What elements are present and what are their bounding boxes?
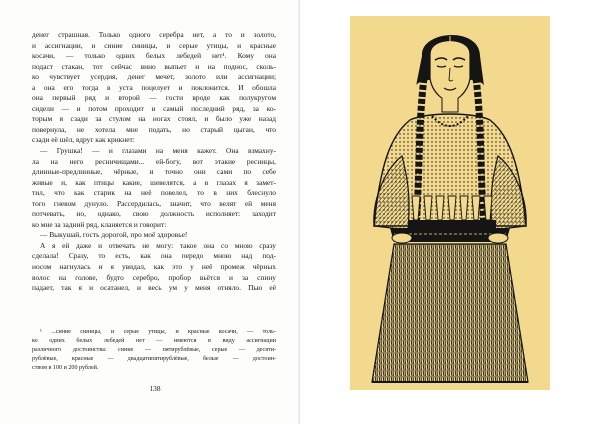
text-line: тил, что как старик на неё повелел, то в них блеснуло (32, 188, 276, 198)
text-line: торым я сзади за стулом на ногах стоял, и было уже назад (32, 114, 276, 124)
text-line: и ассигнации, и синие синицы, и серые утицы, и красные (32, 40, 276, 50)
text-line: сзади её шёл, вдруг как крикнет: (32, 135, 135, 145)
text-line: подаст стакан, тот сейчас вино выпьет и на поднос, сколь- (32, 61, 276, 71)
text-line: ко мне за задний ряд, кланяется и говорит: (32, 219, 167, 229)
text-line: ла на него ресничищами... ей-богу, вот этакие ресницы, (32, 156, 276, 166)
footnote-line: ¹ ...синие синицы, и серые утицы, и красные косачи, — толь- (40, 329, 276, 335)
text-line: волос на голове, будто серебро, пробор вьётся и за спину (32, 272, 276, 282)
text-line: она первый ряд и второй — гости вроде как полукругом (32, 93, 276, 103)
text-line: — Выкушай, гость дорогой, про моё здоровье! (40, 230, 188, 240)
text-line: косачи, — только одних белых лебедей нет¹. Кому она (32, 51, 276, 61)
text-line: сидели — и потом проходит и самый последний ряд, за ко- (32, 103, 276, 113)
footnote (32, 328, 276, 372)
text-line: носом нагнулась и я увидал, как это у неё промеж чёрных (32, 262, 276, 272)
woman-with-tray-illustration (350, 16, 550, 390)
footnote-line: рублёвые, красные — двадцатипятирублёвые, белые — достоин- (32, 355, 276, 362)
text-line: ко чувствует усердия, денег мечет, золото или ассигнации; (32, 72, 276, 82)
text-line: потчевать, но, однако, свою должность исполняет: заходит (32, 209, 276, 219)
text-line: — Грушка! — и глазами на меня кажет. Она взмахну- (40, 146, 276, 156)
text-line: живые и, как птицы какие, шевелятся, а в глазах я замет- (32, 177, 276, 187)
illustration-plate (350, 16, 550, 390)
text-line: сделала! Сразу, то есть, как она передо мною над под- (32, 251, 276, 261)
footnote-line: ко одних белых лебедей нет — имеются в виду ассигнации (32, 337, 276, 344)
text-line: повернула, не хотела мне подать, но старый цыган, что (32, 124, 276, 134)
text-line: падает, так я и осатанел, и весь ум у меня отняло. Пью её (32, 283, 276, 293)
footnote-line: различного достоинства: синие — пятирублёвые, серые — десяти- (32, 346, 276, 353)
text-line: А я ей даже и отвечать не могу: такое она со мною сразу (40, 240, 276, 250)
text-line: длинные-предлинные, чёрные, и точно они сами по себе (32, 167, 276, 177)
text-line: денег страшная. Только одного серебра нет, а то и золото, (32, 30, 276, 39)
page-number: 138 (149, 384, 161, 393)
text-line: того гневом дунуло. Рассердилась, значит, что велят ей меня (32, 198, 276, 208)
body-text (32, 30, 276, 294)
text-line: а она его тогда в уста поцелует и поклонится. И обошла (32, 82, 276, 92)
footnote-line: ством в 100 и 200 рублей. (32, 364, 99, 371)
